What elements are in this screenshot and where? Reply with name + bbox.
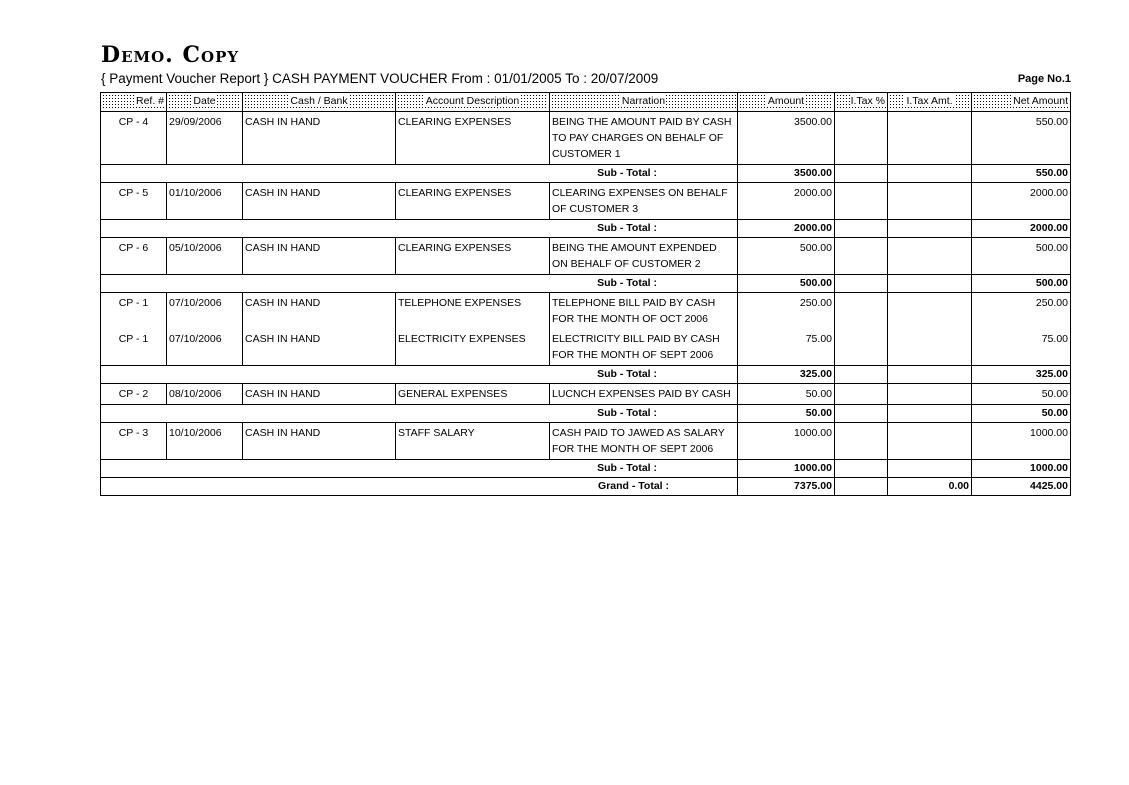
table-row	[101, 183, 1071, 220]
subtotal-row	[101, 405, 1071, 423]
ref-cell: CP - 6	[101, 238, 167, 275]
header-row	[101, 93, 1071, 112]
account-cell: CLEARING EXPENSES	[396, 183, 550, 220]
subtotal-amount: 500.00	[738, 275, 835, 293]
demo-copy-watermark: Demo. Copy	[101, 42, 240, 68]
table-row	[101, 112, 1071, 165]
narration-cell: ELECTRICITY BILL PAID BY CASH FOR THE MONTH OF SEPT 2006	[550, 329, 738, 366]
subtotal-label: Sub - Total :	[101, 165, 738, 183]
narration-cell: BEING THE AMOUNT EXPENDED ON BEHALF OF CUSTOMER 2	[550, 238, 738, 275]
column-header: I.Tax %	[835, 93, 888, 112]
column-header: Cash / Bank	[243, 93, 396, 112]
grand-total-row	[101, 478, 1071, 496]
ref-cell: CP - 1	[101, 293, 167, 330]
account-cell: STAFF SALARY	[396, 423, 550, 460]
narration-cell: BEING THE AMOUNT PAID BY CASH TO PAY CHARGES ON BEHALF OF CUSTOMER 1	[550, 112, 738, 165]
itax-pct-cell	[835, 112, 888, 165]
itax-amt-cell	[888, 183, 972, 220]
subtotal-amount: 325.00	[738, 366, 835, 384]
subtotal-itax-amt	[888, 460, 972, 478]
itax-amt-cell	[888, 329, 972, 366]
subtotal-itax-pct	[835, 460, 888, 478]
itax-amt-cell	[888, 423, 972, 460]
account-cell: CLEARING EXPENSES	[396, 112, 550, 165]
date-cell: 07/10/2006	[167, 293, 243, 330]
cash-bank-cell: CASH IN HAND	[243, 329, 396, 366]
subtotal-amount: 1000.00	[738, 460, 835, 478]
subtotal-net: 325.00	[972, 366, 1071, 384]
date-cell: 08/10/2006	[167, 384, 243, 405]
report-title: { Payment Voucher Report } CASH PAYMENT VOUCHER From : 01/01/2005 To : 20/07/2009	[101, 71, 659, 86]
table-row	[101, 329, 1071, 366]
subtotal-net: 500.00	[972, 275, 1071, 293]
amount-cell: 75.00	[738, 329, 835, 366]
cash-bank-cell: CASH IN HAND	[243, 293, 396, 330]
net-amount-cell: 2000.00	[972, 183, 1071, 220]
subtotal-label: Sub - Total :	[101, 460, 738, 478]
subtotal-itax-amt	[888, 220, 972, 238]
column-header: Narration	[550, 93, 738, 112]
subtotal-row	[101, 460, 1071, 478]
net-amount-cell: 550.00	[972, 112, 1071, 165]
net-amount-cell: 500.00	[972, 238, 1071, 275]
amount-cell: 500.00	[738, 238, 835, 275]
subtotal-label: Sub - Total :	[101, 275, 738, 293]
subtotal-itax-pct	[835, 405, 888, 423]
date-cell: 01/10/2006	[167, 183, 243, 220]
subtotal-net: 1000.00	[972, 460, 1071, 478]
table-row	[101, 238, 1071, 275]
net-amount-cell: 50.00	[972, 384, 1071, 405]
grand-total-itax-amt: 0.00	[888, 478, 972, 496]
account-cell: GENERAL EXPENSES	[396, 384, 550, 405]
narration-cell: CLEARING EXPENSES ON BEHALF OF CUSTOMER 3	[550, 183, 738, 220]
date-cell: 29/09/2006	[167, 112, 243, 165]
column-header: Amount	[738, 93, 835, 112]
subtotal-amount: 50.00	[738, 405, 835, 423]
subtotal-label: Sub - Total :	[101, 366, 738, 384]
amount-cell: 1000.00	[738, 423, 835, 460]
amount-cell: 2000.00	[738, 183, 835, 220]
amount-cell: 250.00	[738, 293, 835, 330]
net-amount-cell: 250.00	[972, 293, 1071, 330]
date-cell: 10/10/2006	[167, 423, 243, 460]
cash-bank-cell: CASH IN HAND	[243, 112, 396, 165]
itax-amt-cell	[888, 384, 972, 405]
amount-cell: 50.00	[738, 384, 835, 405]
column-header: Ref. #	[101, 93, 167, 112]
subtotal-itax-pct	[835, 275, 888, 293]
page-number: Page No.1	[1017, 73, 1071, 85]
subtotal-itax-amt	[888, 405, 972, 423]
grand-total-amount: 7375.00	[738, 478, 835, 496]
column-header: I.Tax Amt.	[888, 93, 972, 112]
itax-amt-cell	[888, 238, 972, 275]
ref-cell: CP - 2	[101, 384, 167, 405]
itax-amt-cell	[888, 112, 972, 165]
account-cell: CLEARING EXPENSES	[396, 238, 550, 275]
narration-cell: CASH PAID TO JAWED AS SALARY FOR THE MONTH OF SEPT 2006	[550, 423, 738, 460]
ref-cell: CP - 5	[101, 183, 167, 220]
itax-pct-cell	[835, 423, 888, 460]
subtotal-row	[101, 366, 1071, 384]
subtotal-net: 2000.00	[972, 220, 1071, 238]
narration-cell: LUCNCH EXPENSES PAID BY CASH	[550, 384, 738, 405]
itax-pct-cell	[835, 384, 888, 405]
subtotal-net: 550.00	[972, 165, 1071, 183]
itax-amt-cell	[888, 293, 972, 330]
table-row	[101, 293, 1071, 330]
ref-cell: CP - 1	[101, 329, 167, 366]
cash-bank-cell: CASH IN HAND	[243, 423, 396, 460]
subtotal-amount: 3500.00	[738, 165, 835, 183]
subtotal-amount: 2000.00	[738, 220, 835, 238]
account-cell: TELEPHONE EXPENSES	[396, 293, 550, 330]
itax-pct-cell	[835, 293, 888, 330]
subtotal-itax-pct	[835, 165, 888, 183]
column-header: Date	[167, 93, 243, 112]
subtotal-itax-amt	[888, 366, 972, 384]
voucher-table	[100, 92, 1071, 496]
cash-bank-cell: CASH IN HAND	[243, 238, 396, 275]
table-row	[101, 384, 1071, 405]
subtotal-label: Sub - Total :	[101, 405, 738, 423]
date-cell: 07/10/2006	[167, 329, 243, 366]
subtotal-itax-amt	[888, 275, 972, 293]
grand-total-itax-pct	[835, 478, 888, 496]
cash-bank-cell: CASH IN HAND	[243, 384, 396, 405]
subtotal-itax-pct	[835, 366, 888, 384]
cash-bank-cell: CASH IN HAND	[243, 183, 396, 220]
account-cell: ELECTRICITY EXPENSES	[396, 329, 550, 366]
date-cell: 05/10/2006	[167, 238, 243, 275]
itax-pct-cell	[835, 238, 888, 275]
itax-pct-cell	[835, 183, 888, 220]
net-amount-cell: 1000.00	[972, 423, 1071, 460]
column-header: Net Amount	[972, 93, 1071, 112]
subtotal-row	[101, 275, 1071, 293]
subtotal-row	[101, 220, 1071, 238]
subtotal-row	[101, 165, 1071, 183]
narration-cell: TELEPHONE BILL PAID BY CASH FOR THE MONTH OF OCT 2006	[550, 293, 738, 330]
amount-cell: 3500.00	[738, 112, 835, 165]
itax-pct-cell	[835, 329, 888, 366]
subtotal-itax-pct	[835, 220, 888, 238]
grand-total-label: Grand - Total :	[101, 478, 738, 496]
ref-cell: CP - 3	[101, 423, 167, 460]
subtotal-net: 50.00	[972, 405, 1071, 423]
grand-total-net: 4425.00	[972, 478, 1071, 496]
subtotal-label: Sub - Total :	[101, 220, 738, 238]
subtotal-itax-amt	[888, 165, 972, 183]
column-header: Account Description	[396, 93, 550, 112]
table-row	[101, 423, 1071, 460]
ref-cell: CP - 4	[101, 112, 167, 165]
net-amount-cell: 75.00	[972, 329, 1071, 366]
